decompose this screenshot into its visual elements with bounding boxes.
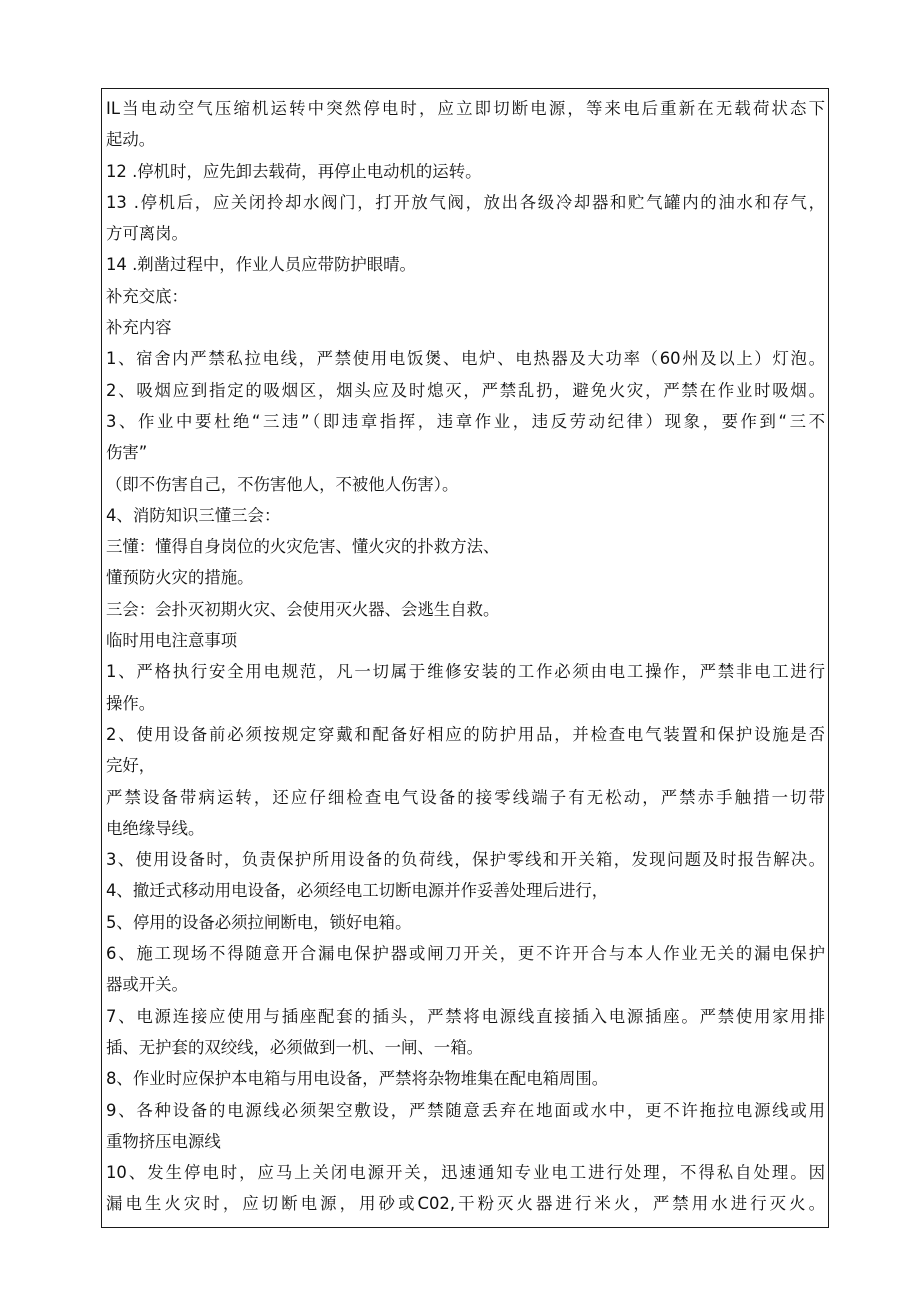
text-line: 严禁设备带病运转，还应仔细检查电气设备的接零线端子有无松动，严禁赤手触措一切带	[106, 787, 825, 807]
text-line: 14 .剃凿过程中，作业人员应带防护眼晴。	[106, 255, 416, 275]
text-line: 12 .停机时，应先卸去载荷，再停止电动机的运转。	[106, 161, 482, 181]
text-line: 1、严格执行安全用电规范，凡一切属于维修安装的工作必须由电工操作，严禁非电工进行	[106, 662, 825, 682]
text-line: 漏电生火灾时，应切断电源，用砂或C02,干粉灭火器进行米火，严禁用水进行灭火。	[106, 1194, 825, 1214]
text-line: 4、撤迁式移动用电设备，必须经电工切断电源并作妥善处理后进行，	[106, 881, 609, 901]
document-table-cell	[101, 88, 829, 1228]
text-line: 3、作业中要杜绝“三违”（即违章指挥，违章作业，违反劳动纪律）现象，要作到“三不	[106, 411, 825, 431]
text-line: 三会：会扑灭初期火灾、会使用灭火器、会逃生自救。	[106, 599, 500, 619]
text-line: 懂预防火灾的措施。	[106, 568, 254, 588]
text-line: 10、发生停电时，应马上关闭电源开关，迅速通知专业电工进行处理，不得私自处理。因	[106, 1163, 825, 1183]
text-line: 操作。	[106, 693, 156, 713]
text-line: 2、使用设备前必须按规定穿戴和配备好相应的防护用品，并检查电气装置和保护设施是否	[106, 724, 825, 744]
text-line: 7、电源连接应使用与插座配套的插头，严禁将电源线直接插入电源插座。严禁使用家用排	[106, 1006, 825, 1026]
text-line: 电绝缘导线。	[106, 818, 205, 838]
section-heading: 临时用电注意事项	[106, 631, 238, 651]
section-heading: 补充交底：	[106, 286, 188, 306]
text-line: 4、消防知识三懂三会：	[106, 505, 281, 525]
section-heading: 补充内容	[106, 318, 172, 338]
text-line: 三懂：懂得自身岗位的火灾危害、懂火灾的扑救方法、	[106, 537, 500, 557]
text-line: 3、使用设备时，负责保护所用设备的负荷线，保护零线和开关箱，发现问题及时报告解决。	[106, 850, 825, 870]
text-line: 5、停用的设备必须拉闸断电，锁好电箱。	[106, 912, 412, 932]
text-line: 完好，	[106, 756, 156, 776]
text-line: 起动。	[106, 130, 156, 150]
text-line: 9、各种设备的电源线必须架空敷设，严禁随意丢弃在地面或水中，更不许拖拉电源线或用	[106, 1100, 825, 1120]
text-line: 插、无护套的双绞线，必须做到一机、一闸、一箱。	[106, 1037, 483, 1057]
text-line: 1、宿舍内严禁私拉电线，严禁使用电饭煲、电炉、电热器及大功率（60州及以上）灯泡。	[106, 349, 825, 369]
text-line: 8、作业时应保护本电箱与用电设备，严禁将杂物堆集在配电箱周围。	[106, 1069, 609, 1089]
text-line: （即不伤害自己，不伤害他人，不被他人伤害）。	[106, 474, 459, 494]
text-line: 6、施工现场不得随意开合漏电保护器或闸刀开关，更不许开合与本人作业无关的漏电保护	[106, 944, 825, 964]
text-line: 方可离岗。	[106, 224, 188, 244]
text-line: 器或开关。	[106, 975, 188, 995]
text-line: 2、吸烟应到指定的吸烟区，烟头应及时熄灭，严禁乱扔，避免火灾，严禁在作业时吸烟。	[106, 380, 825, 400]
text-line: 重物挤压电源线	[106, 1131, 221, 1151]
text-line: 伤害”	[106, 443, 148, 463]
text-line: IL当电动空气压缩机运转中突然停电时，应立即切断电源，等来电后重新在无载荷状态下	[106, 99, 825, 118]
text-line: 13 .停机后，应关闭拎却水阀门，打开放气阀，放出各级冷却器和贮气罐内的油水和存气，	[106, 192, 825, 212]
